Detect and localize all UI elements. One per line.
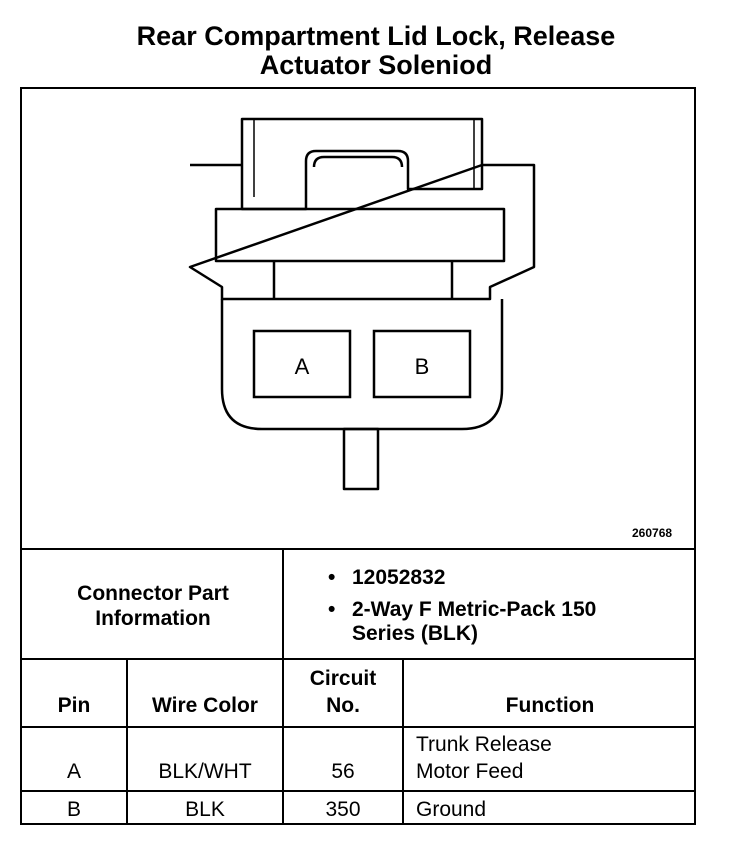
row-a-function-line1: Trunk Release bbox=[416, 733, 552, 756]
part-number-item bbox=[328, 566, 596, 590]
header-wire-color: Wire Color bbox=[152, 694, 258, 717]
diagram-title-line2: Actuator Soleniod bbox=[259, 50, 493, 80]
row-b-circuit: 350 bbox=[325, 798, 361, 821]
bullet-icon: • bbox=[328, 598, 336, 621]
part-info-label-line2: Information bbox=[95, 607, 211, 630]
bullet-icon: • bbox=[328, 566, 336, 589]
row-a-pin: A bbox=[66, 760, 81, 783]
figure-id: 260768 bbox=[632, 526, 673, 540]
header-circuit-line2: No. bbox=[326, 694, 360, 717]
row-b-pin: B bbox=[66, 798, 81, 821]
part-number: 12052832 bbox=[352, 566, 446, 589]
cavity-b-label: B bbox=[414, 354, 430, 379]
header-circuit-line1: Circuit bbox=[309, 667, 377, 690]
row-a-function-line2: Motor Feed bbox=[416, 760, 524, 783]
part-info-label-line1: Connector Part bbox=[77, 582, 229, 605]
part-description-line1: 2-Way F Metric-Pack 150 bbox=[352, 598, 597, 621]
col-divider-3 bbox=[402, 658, 404, 825]
part-info-list bbox=[328, 566, 596, 646]
header-function: Function bbox=[505, 694, 595, 717]
header-pin: Pin bbox=[57, 694, 91, 717]
connector-latch bbox=[242, 119, 482, 209]
row-a-wire-color: BLK/WHT bbox=[158, 760, 252, 783]
latch-slot bbox=[314, 157, 402, 167]
diagram-title-line1: Rear Compartment Lid Lock, Release bbox=[136, 21, 616, 51]
table-row-divider bbox=[20, 790, 696, 792]
connector-rail bbox=[216, 209, 504, 261]
connector-body-lower bbox=[222, 299, 502, 429]
cavity-a-label: A bbox=[294, 354, 310, 379]
row-b-wire-color: BLK bbox=[185, 798, 225, 821]
part-description-line2: Series (BLK) bbox=[352, 622, 479, 645]
part-info-label bbox=[22, 552, 284, 660]
row-b-function: Ground bbox=[416, 798, 487, 821]
connector-illustration bbox=[22, 89, 694, 549]
connector-tail bbox=[344, 429, 378, 489]
table-header-bottom bbox=[20, 726, 696, 728]
table-top-border bbox=[20, 548, 696, 550]
row-a-circuit: 56 bbox=[331, 760, 355, 783]
part-description-item bbox=[328, 598, 596, 646]
